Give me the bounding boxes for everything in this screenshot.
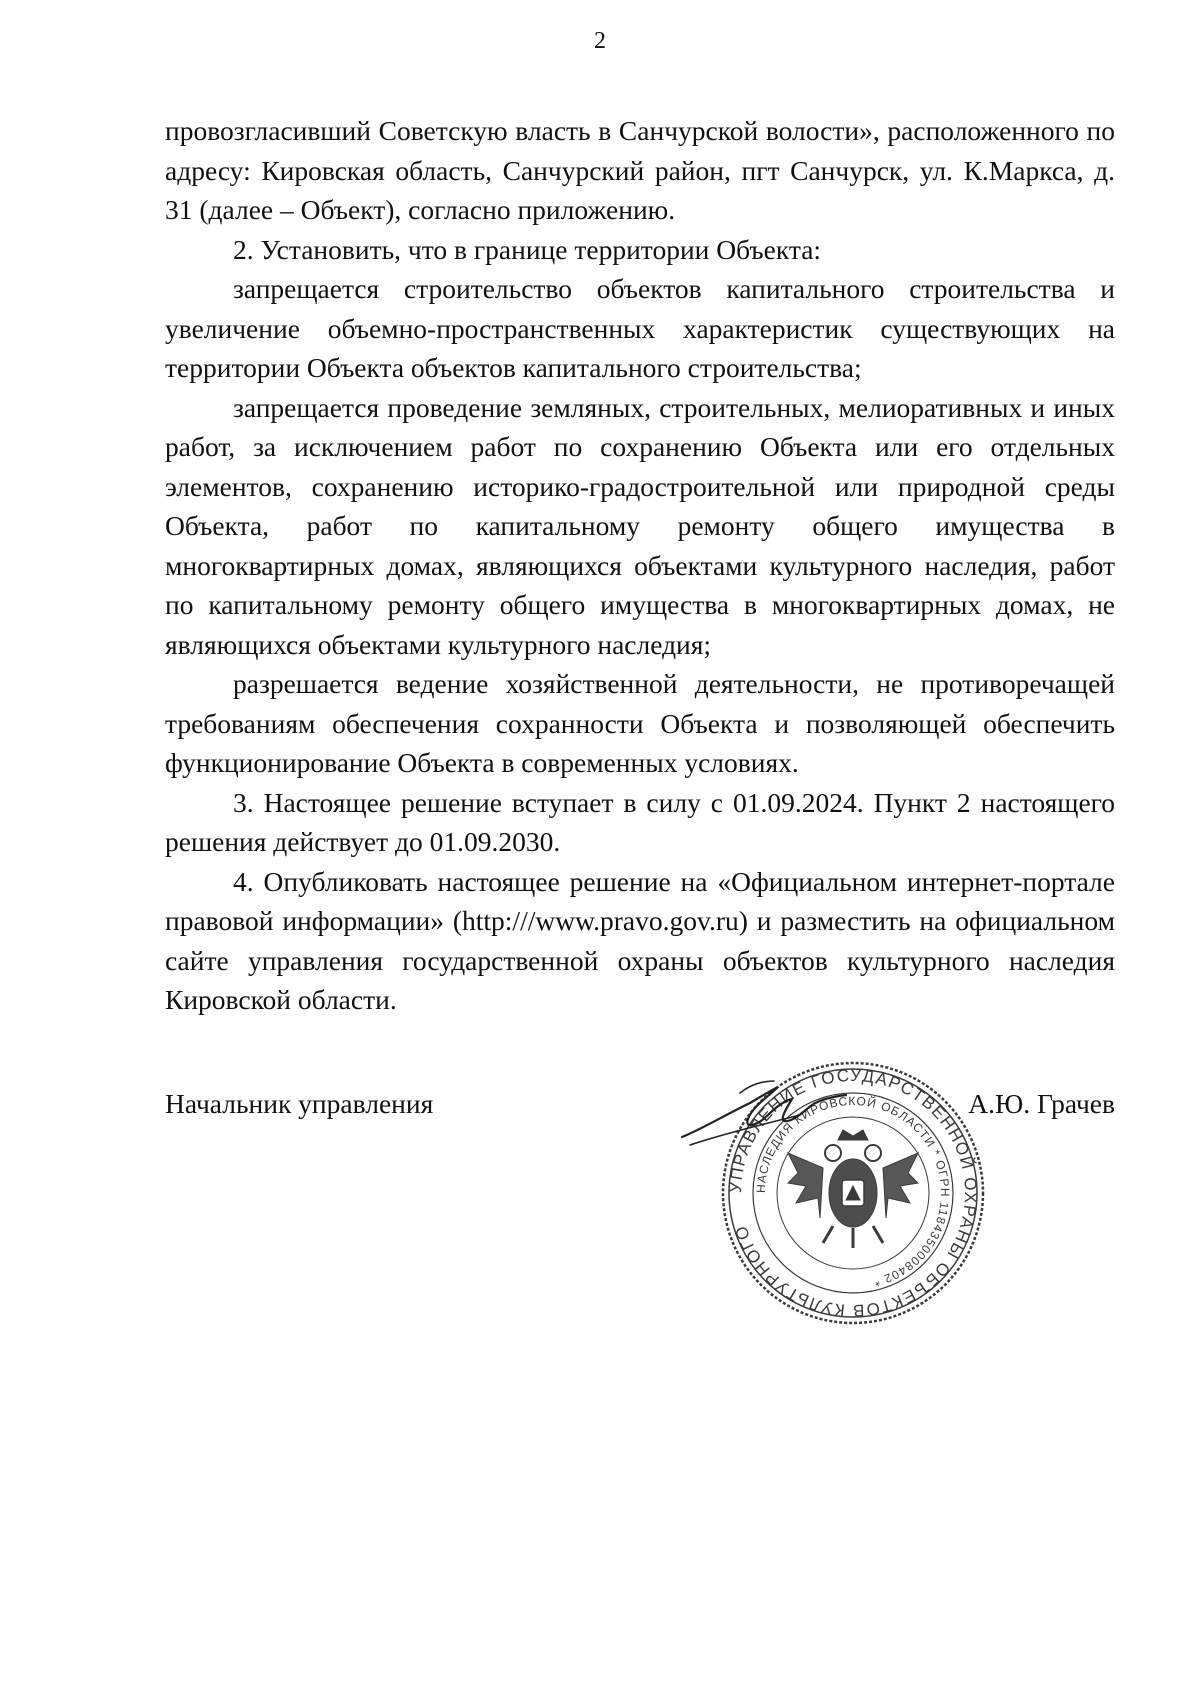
paragraph-item-2: 2. Установить, что в границе территории Объекта: [233, 233, 822, 265]
signatory-name: А.Ю. Грачев [968, 1088, 1115, 1119]
paragraph-permission: разрешается ведение хозяйственной деятельности, не противоречащей требованиям обеспечения сохранности Объекта и позволяющей обеспечить функционирование Объекта в современных условиях. [165, 668, 1115, 778]
paragraph-item-3: 3. Настоящее решение вступает в силу с 01.09.2024. Пункт 2 настоящего решения действует до 01.09.2030. [165, 786, 1115, 857]
handwritten-signature [680, 1075, 850, 1155]
seal-outer-text: УПРАВЛЕНИЕ ГОСУДАРСТВЕННОЙ ОХРАНЫ ОБЪЕКТОВ КУЛЬТУРНОГО [725, 1065, 981, 1321]
seal-inner-text: НАСЛЕДИЯ КИРОВСКОЙ ОБЛАСТИ * ОГРН 1184350008402 * [753, 1093, 953, 1290]
paragraph-restriction-works: запрещается проведение земляных, строительных, мелиоративных и иных работ, за исключением работ по сохранению Объекта или его отдельных элементов, сохранению историко-градостроительной или природной среды Объекта, работ по капитальному ремонту общего имущества в многоквартирных домах, являющихся объектами культурного наследия, работ по капитальному ремонту общего имущества в многоквартирных домах, не являющихся объектами культурного наследия; [165, 391, 1115, 660]
paragraph-item-4: 4. Опубликовать настоящее решение на «Официальном интернет-портале правовой информации» (http:///www.pravo.gov.ru) и разместить на официальном сайте управления государственной охраны объектов культурного наследия Кировской области. [165, 865, 1115, 1015]
signatory-title: Начальник управления [165, 1088, 434, 1119]
document-body [165, 111, 1115, 1020]
paragraph-restriction-construction: запрещается строительство объектов капитального строительства и увеличение объемно-пространственных характеристик существующих на территории Объекта объектов капитального строительства; [165, 273, 1115, 383]
page-number: 2 [594, 28, 606, 54]
paragraph-continuation: провозгласивший Советскую власть в Санчурской волости», расположенного по адресу: Кировская область, Санчурский район, пгт Санчурск, ул. К.Маркса, д. 31 (далее – Объект), согласно приложению. [165, 115, 1115, 225]
